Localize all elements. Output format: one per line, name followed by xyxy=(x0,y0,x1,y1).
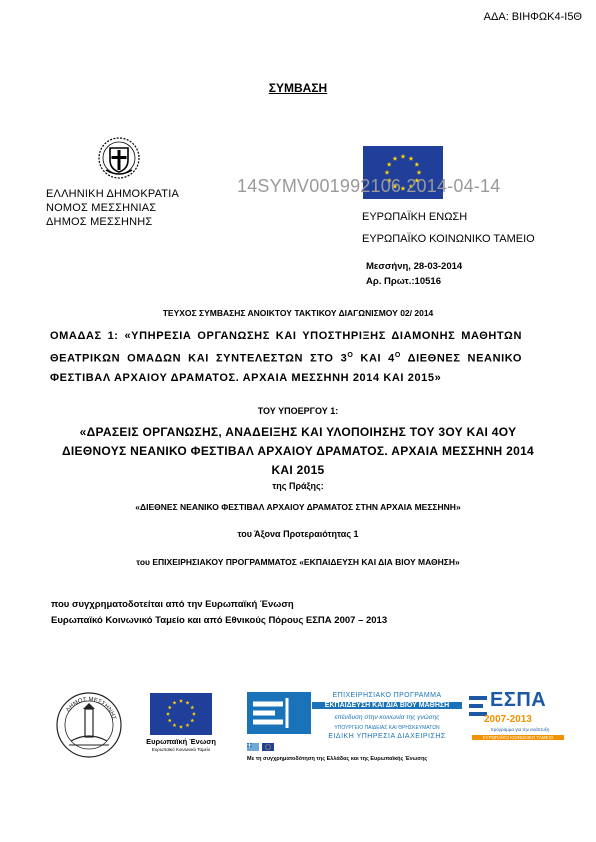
op-line-5: ΕΙΔΙΚΗ ΥΠΗΡΕΣΙΑ ΔΙΑΧΕΙΡΙΣΗΣ xyxy=(328,733,446,740)
issuer-municipality: ΔΗΜΟΣ ΜΕΣΣΗΝΗΣ xyxy=(46,216,153,228)
logos-strip xyxy=(0,686,596,766)
municipality-ring-text: ΔΗΜΟΣ ΜΕΣΣΗΝΗΣ xyxy=(65,696,117,721)
subproject-title: «ΔΡΑΣΕΙΣ ΟΡΓΑΝΩΣΗΣ, ΑΝΑΔΕΙΞΗΣ ΚΑΙ ΥΛΟΠΟΙΗΣΗΣ ΤΟΥ 3ΟΥ ΚΑΙ 4ΟΥ ΔΙΕΘΝΟΥΣ ΝΕΑΝΙΚΟ ΦΕΣΤΙΒΑΛ ΑΡΧΑΙΟΥ ΔΡΑΜΑΤΟΣ. ΑΡΧΑΙΑ ΜΕΣΣΗΝΗ 2014 ΚΑΙ 2015 xyxy=(61,425,535,477)
group-title: ΟΜΑΔΑΣ 1: «ΥΠΗΡΕΣΙΑ ΟΡΓΑΝΩΣΗΣ ΚΑΙ ΥΠΟΣΤΗΡΙΞΗΣ ΔΙΑΜΟΝΗΣ ΜΑΘΗΤΩΝ ΘΕΑΤΡΙΚΩΝ ΟΜΑΔΩΝ ΚΑΙ ΣΥΝΤΕΛΕΣΤΩΝ ΣΤΟ $3^O$ ΚΑΙ $4^O$ ΔΙΕΘΝΕΣ ΝΕΑΝΙΚΟ ΦΕΣΤΙΒΑΛ ΑΡΧΑΙΟΥ ΔΡΑΜΑΤΟΣ. ΑΡΧΑΙΑ ΜΕΣΣΗΝΗ 2014 ΚΑΙ 2015» xyxy=(50,330,522,384)
op-line-4: ΥΠΟΥΡΓΕΙΟ ΠΑΙΔΕΙΑΣ ΚΑΙ ΘΡΗΣΚΕΥΜΑΤΩΝ xyxy=(334,725,440,731)
espa-fund-label: ΕΥΡΩΠΑΪΚΟ ΚΟΙΝΩΝΙΚΟ ΤΑΜΕΙΟ xyxy=(472,735,564,740)
eu-union-label: ΕΥΡΩΠΑΪΚΗ ΕΝΩΣΗ xyxy=(362,211,468,223)
eu-fund-label: ΕΥΡΩΠΑΪΚΟ ΚΟΙΝΩΝΙΚΟ ΤΑΜΕΙΟ xyxy=(362,233,535,245)
issuer-block xyxy=(46,187,179,229)
espa-years: 2007-2013 xyxy=(484,714,532,725)
tender-title: ΤΕΥΧΟΣ ΣΥΜΒΑΣΗΣ ΑΝΟΙΚΤΟΥ ΤΑΚΤΙΚΟΥ ΔΙΑΓΩΝΙΣΜΟΥ 02/ 2014 xyxy=(162,308,434,318)
cofund-line-2: Ευρωπαϊκό Κοινωνικό Ταμείο και από Εθνικούς Πόρους ΕΣΠΑ 2007 – 2013 xyxy=(51,615,388,626)
subproject-label: ΤΟΥ ΥΠΟΕΡΓΟΥ 1: xyxy=(257,406,339,416)
espa-title: ΕΣΠΑ xyxy=(490,689,547,711)
footer-caption: Με τη συγχρηματοδότηση της Ελλάδας και της Ευρωπαϊκής Ένωσης xyxy=(247,756,428,762)
protocol-line: Αρ. Πρωτ.:10516 xyxy=(366,276,441,287)
op-education-logo-icon xyxy=(247,692,311,734)
greek-coat-of-arms-icon xyxy=(96,134,142,182)
eu-logo-subcaption: Ευρωπαϊκό Κοινωνικό Ταμείο xyxy=(151,747,211,752)
ada-code: ΑΔΑ: ΒΙΗΦΩΚ4-Ι5Θ xyxy=(483,11,582,23)
cofund-statement xyxy=(51,597,387,629)
espa-slogan: πρόγραμμα για την ανάπτυξη xyxy=(490,727,550,732)
issuer-country: ΕΛΛΗΝΙΚΗ ΔΗΜΟΚΡΑΤΙΑ xyxy=(46,188,180,200)
issuer-prefecture: ΝΟΜΟΣ ΜΕΣΣΗΝΙΑΣ xyxy=(46,202,157,214)
registration-watermark: 14SYMV001992106 2014-04-14 xyxy=(237,176,501,196)
action-title: «ΔΙΕΘΝΕΣ ΝΕΑΝΙΚΟ ΦΕΣΤΙΒΑΛ ΑΡΧΑΙΟΥ ΔΡΑΜΑΤΟΣ ΣΤΗΝ ΑΡΧΑΙΑ ΜΕΣΣΗΝΗ» xyxy=(135,502,461,512)
cofund-line-1: που συγχρηματοδοτείται από την Ευρωπαϊκή Ένωση xyxy=(51,599,294,610)
municipality-logo-icon xyxy=(55,691,123,759)
greek-flag-icon xyxy=(247,743,259,751)
date-protocol-block xyxy=(366,259,462,289)
date-line: Μεσσήνη, 28-03-2014 xyxy=(366,261,463,272)
document-title: ΣΥΜΒΑΣΗ xyxy=(268,81,328,95)
priority-axis: του Άξονα Προτεραιότητας 1 xyxy=(237,529,359,539)
small-eu-flag-icon xyxy=(262,743,274,751)
eu-logo-icon xyxy=(150,693,212,735)
op-line-3: επένδυση στην κοινωνία της γνώσης xyxy=(334,714,440,721)
operational-programme: του ΕΠΙΧΕΙΡΗΣΙΑΚΟΥ ΠΡΟΓΡΑΜΜΑΤΟΣ «ΕΚΠΑΙΔΕΥΣΗ ΚΑΙ ΔΙΑ ΒΙΟΥ ΜΑΘΗΣΗ» xyxy=(136,557,460,567)
op-line-2: ΕΚΠΑΙΔΕΥΣΗ ΚΑΙ ΔΙΑ ΒΙΟΥ ΜΑΘΗΣΗ xyxy=(312,702,462,709)
action-label: της Πράξης: xyxy=(272,481,324,491)
eu-block xyxy=(362,206,535,250)
op-line-1: ΕΠΙΧΕΙΡΗΣΙΑΚΟ ΠΡΟΓΡΑΜΜΑ xyxy=(332,692,442,699)
eu-logo-caption: Ευρωπαϊκή Ένωση xyxy=(146,737,216,746)
